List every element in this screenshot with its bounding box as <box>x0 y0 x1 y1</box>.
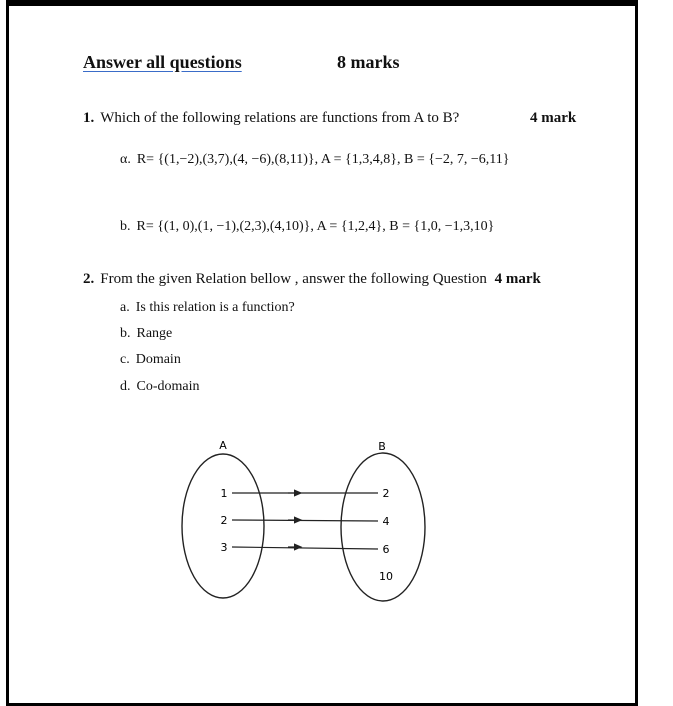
question-2a-label: a. <box>120 300 130 315</box>
domain-element-1: 1 <box>220 487 228 500</box>
relation-diagram <box>160 430 450 630</box>
question-2b-label: b. <box>120 326 131 341</box>
question-2d-text: Co-domain <box>136 379 200 394</box>
codomain-element-2: 2 <box>382 487 390 500</box>
question-2-text: From the given Relation bellow , answer the following Question <box>100 271 487 287</box>
question-1a-text: R= {(1,−2),(3,7),(4, −6),(8,11)}, A = {1,3,4,8}, B = {−2, 7, −6,11} <box>136 152 510 167</box>
question-2c-text: Domain <box>135 352 181 367</box>
question-2d <box>120 379 200 395</box>
page-title: Answer all questions <box>83 52 242 72</box>
question-2c <box>120 352 181 368</box>
domain-element-3: 3 <box>220 541 228 554</box>
header <box>83 52 400 73</box>
codomain-element-10: 10 <box>379 570 393 583</box>
codomain-elements <box>379 487 393 583</box>
total-marks: 8 marks <box>337 52 400 72</box>
question-2 <box>83 271 541 288</box>
question-2b-text: Range <box>136 326 173 341</box>
question-1b <box>120 219 494 235</box>
set-a-label: A <box>219 439 227 452</box>
question-2c-label: c. <box>120 352 130 367</box>
question-1 <box>83 110 577 127</box>
question-2-number: 2. <box>83 271 95 287</box>
question-1a-label: α. <box>120 152 131 167</box>
mapping-arrows <box>232 493 378 549</box>
domain-elements <box>221 487 228 554</box>
question-1-number: 1. <box>83 110 95 126</box>
question-1-text: Which of the following relations are functions from A to B? <box>100 110 460 126</box>
question-2-mark: 4 mark <box>494 271 541 287</box>
domain-element-2: 2 <box>220 514 228 527</box>
question-1b-label: b. <box>120 219 131 234</box>
question-1b-text: R= {(1, 0),(1, −1),(2,3),(4,10)}, A = {1,2,4}, B = {1,0, −1,3,10} <box>136 219 495 234</box>
question-1-mark: 4 mark <box>530 110 577 126</box>
question-1a <box>120 152 509 168</box>
codomain-element-4: 4 <box>382 515 390 528</box>
set-b-label: B <box>378 440 386 453</box>
question-2d-label: d. <box>120 379 131 394</box>
question-2a <box>120 300 295 316</box>
mapping-line-3-6 <box>232 547 378 549</box>
question-2b <box>120 326 172 342</box>
codomain-element-6: 6 <box>382 543 390 556</box>
question-2a-text: Is this relation is a function? <box>135 300 295 315</box>
mapping-line-2-4 <box>232 520 378 521</box>
